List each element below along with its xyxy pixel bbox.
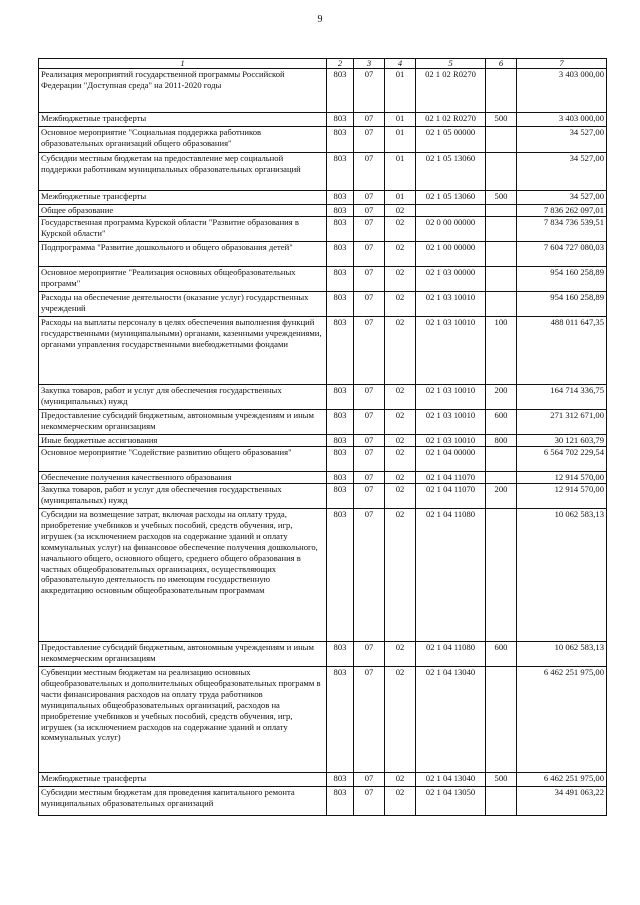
table-row bbox=[39, 69, 607, 113]
cell-name: Общее образование bbox=[39, 205, 327, 217]
cell-section: 07 bbox=[354, 69, 385, 113]
cell-expense-type bbox=[486, 217, 517, 242]
cell-subsection: 02 bbox=[385, 447, 416, 472]
cell-amount: 7 834 736 539,51 bbox=[517, 217, 607, 242]
table-row bbox=[39, 447, 607, 472]
budget-table bbox=[38, 58, 607, 816]
cell-amount: 3 403 000,00 bbox=[517, 69, 607, 113]
cell-expense-type bbox=[486, 292, 517, 317]
cell-name: Подпрограмма "Развитие дошкольного и общего образования детей" bbox=[39, 242, 327, 267]
cell-subsection: 02 bbox=[385, 773, 416, 787]
cell-subsection: 02 bbox=[385, 205, 416, 217]
cell-subsection: 02 bbox=[385, 242, 416, 267]
cell-section: 07 bbox=[354, 205, 385, 217]
cell-subsection: 02 bbox=[385, 410, 416, 435]
cell-name: Межбюджетные трансферты bbox=[39, 113, 327, 127]
table-row bbox=[39, 292, 607, 317]
cell-name: Субсидии местным бюджетам на предоставление мер социальной поддержки работникам муниципальных образовательных организаций bbox=[39, 153, 327, 191]
cell-target-article: 02 1 04 13040 bbox=[416, 773, 486, 787]
cell-grbs: 803 bbox=[327, 292, 354, 317]
table-row bbox=[39, 191, 607, 205]
cell-section: 07 bbox=[354, 317, 385, 385]
cell-name: Предоставление субсидий бюджетным, автономным учреждениям и иным некоммерческим организациям bbox=[39, 410, 327, 435]
cell-target-article: 02 1 04 13040 bbox=[416, 667, 486, 773]
table-row bbox=[39, 113, 607, 127]
cell-section: 07 bbox=[354, 773, 385, 787]
cell-subsection: 01 bbox=[385, 69, 416, 113]
column-header-1: 1 bbox=[39, 59, 327, 69]
cell-section: 07 bbox=[354, 153, 385, 191]
cell-target-article: 02 1 05 00000 bbox=[416, 127, 486, 153]
cell-grbs: 803 bbox=[327, 127, 354, 153]
cell-expense-type: 200 bbox=[486, 385, 517, 410]
cell-expense-type bbox=[486, 205, 517, 217]
cell-section: 07 bbox=[354, 787, 385, 816]
cell-section: 07 bbox=[354, 447, 385, 472]
cell-name: Обеспечение получения качественного образования bbox=[39, 472, 327, 484]
cell-name: Субсидии местным бюджетам для проведения капитального ремонта муниципальных образовательных организаций bbox=[39, 787, 327, 816]
cell-section: 07 bbox=[354, 267, 385, 292]
table-row bbox=[39, 267, 607, 292]
cell-amount: 6 564 702 229,54 bbox=[517, 447, 607, 472]
cell-amount: 34 527,00 bbox=[517, 153, 607, 191]
cell-section: 07 bbox=[354, 667, 385, 773]
table-row bbox=[39, 127, 607, 153]
cell-amount: 954 160 258,89 bbox=[517, 267, 607, 292]
cell-subsection: 01 bbox=[385, 153, 416, 191]
cell-expense-type bbox=[486, 153, 517, 191]
table-row bbox=[39, 667, 607, 773]
cell-target-article: 02 0 00 00000 bbox=[416, 217, 486, 242]
table-row bbox=[39, 773, 607, 787]
cell-subsection: 01 bbox=[385, 127, 416, 153]
cell-name: Расходы на обеспечение деятельности (оказание услуг) государственных учреждений bbox=[39, 292, 327, 317]
cell-grbs: 803 bbox=[327, 509, 354, 642]
column-header-5: 5 bbox=[416, 59, 486, 69]
table-row bbox=[39, 642, 607, 667]
cell-section: 07 bbox=[354, 217, 385, 242]
cell-subsection: 02 bbox=[385, 267, 416, 292]
cell-expense-type: 600 bbox=[486, 410, 517, 435]
cell-grbs: 803 bbox=[327, 69, 354, 113]
cell-target-article: 02 1 02 R0270 bbox=[416, 69, 486, 113]
cell-amount: 34 491 063,22 bbox=[517, 787, 607, 816]
cell-subsection: 02 bbox=[385, 509, 416, 642]
cell-amount: 6 462 251 975,00 bbox=[517, 773, 607, 787]
cell-grbs: 803 bbox=[327, 447, 354, 472]
cell-target-article: 02 1 04 11080 bbox=[416, 642, 486, 667]
cell-target-article: 02 1 03 10010 bbox=[416, 435, 486, 447]
cell-name: Межбюджетные трансферты bbox=[39, 191, 327, 205]
cell-subsection: 02 bbox=[385, 317, 416, 385]
cell-expense-type bbox=[486, 472, 517, 484]
cell-section: 07 bbox=[354, 127, 385, 153]
cell-amount: 3 403 000,00 bbox=[517, 113, 607, 127]
cell-amount: 488 011 647,35 bbox=[517, 317, 607, 385]
cell-amount: 30 121 603,79 bbox=[517, 435, 607, 447]
table-row bbox=[39, 205, 607, 217]
cell-expense-type bbox=[486, 787, 517, 816]
cell-section: 07 bbox=[354, 435, 385, 447]
header-row bbox=[39, 59, 607, 69]
column-header-6: 6 bbox=[486, 59, 517, 69]
cell-name: Основное мероприятие "Содействие развитию общего образования" bbox=[39, 447, 327, 472]
cell-amount: 12 914 570,00 bbox=[517, 484, 607, 509]
cell-target-article: 02 1 04 13050 bbox=[416, 787, 486, 816]
cell-section: 07 bbox=[354, 642, 385, 667]
cell-grbs: 803 bbox=[327, 113, 354, 127]
cell-subsection: 02 bbox=[385, 435, 416, 447]
cell-expense-type: 500 bbox=[486, 191, 517, 205]
cell-name: Основное мероприятие "Социальная поддержка работников образовательных организаций общего образования" bbox=[39, 127, 327, 153]
cell-grbs: 803 bbox=[327, 787, 354, 816]
cell-subsection: 02 bbox=[385, 292, 416, 317]
cell-grbs: 803 bbox=[327, 205, 354, 217]
cell-grbs: 803 bbox=[327, 484, 354, 509]
cell-expense-type bbox=[486, 242, 517, 267]
cell-expense-type: 800 bbox=[486, 435, 517, 447]
cell-amount: 954 160 258,89 bbox=[517, 292, 607, 317]
table-row bbox=[39, 385, 607, 410]
cell-target-article: 02 1 02 R0270 bbox=[416, 113, 486, 127]
cell-amount: 6 462 251 975,00 bbox=[517, 667, 607, 773]
cell-amount: 7 604 727 080,03 bbox=[517, 242, 607, 267]
table-row bbox=[39, 787, 607, 816]
cell-section: 07 bbox=[354, 385, 385, 410]
cell-subsection: 02 bbox=[385, 217, 416, 242]
cell-section: 07 bbox=[354, 113, 385, 127]
cell-grbs: 803 bbox=[327, 773, 354, 787]
cell-target-article: 02 1 05 13060 bbox=[416, 153, 486, 191]
cell-expense-type: 100 bbox=[486, 317, 517, 385]
table-row bbox=[39, 484, 607, 509]
cell-subsection: 02 bbox=[385, 787, 416, 816]
cell-section: 07 bbox=[354, 292, 385, 317]
cell-target-article: 02 1 00 00000 bbox=[416, 242, 486, 267]
cell-amount: 271 312 671,00 bbox=[517, 410, 607, 435]
table-row bbox=[39, 435, 607, 447]
cell-expense-type bbox=[486, 667, 517, 773]
cell-subsection: 02 bbox=[385, 667, 416, 773]
page-number: 9 bbox=[317, 14, 323, 25]
cell-grbs: 803 bbox=[327, 472, 354, 484]
table-row bbox=[39, 472, 607, 484]
cell-name: Государственная программа Курской области "Развитие образования в Курской области" bbox=[39, 217, 327, 242]
cell-subsection: 01 bbox=[385, 113, 416, 127]
cell-amount: 34 527,00 bbox=[517, 191, 607, 205]
cell-target-article: 02 1 03 10010 bbox=[416, 385, 486, 410]
table-row bbox=[39, 410, 607, 435]
cell-target-article bbox=[416, 205, 486, 217]
cell-name: Субсидии на возмещение затрат, включая расходы на оплату труда, приобретение учебников и учебных пособий, средств обучения, игр, игрушек (за исключением расходов на содержание зданий и оплату коммунальных услуг) на финансовое обеспечение получения дошкольного, начального общего, основного общего, среднего общего образования в частных общеобразовательных организациях, осуществляющих образовательную деятельность по имеющим государственную аккредитацию основным общеобразовательным программам bbox=[39, 509, 327, 642]
cell-name: Основное мероприятие "Реализация основных общеобразовательных программ" bbox=[39, 267, 327, 292]
cell-grbs: 803 bbox=[327, 242, 354, 267]
cell-expense-type bbox=[486, 69, 517, 113]
column-header-3: 3 bbox=[354, 59, 385, 69]
cell-target-article: 02 1 04 11080 bbox=[416, 509, 486, 642]
cell-name: Реализация мероприятий государственной программы Российской Федерации "Доступная среда" на 2011-2020 годы bbox=[39, 69, 327, 113]
cell-section: 07 bbox=[354, 242, 385, 267]
cell-grbs: 803 bbox=[327, 153, 354, 191]
cell-expense-type: 200 bbox=[486, 484, 517, 509]
cell-subsection: 02 bbox=[385, 642, 416, 667]
cell-amount: 10 062 583,13 bbox=[517, 642, 607, 667]
column-header-7: 7 bbox=[517, 59, 607, 69]
cell-name: Закупка товаров, работ и услуг для обеспечения государственных (муниципальных) нужд bbox=[39, 484, 327, 509]
cell-target-article: 02 1 03 10010 bbox=[416, 292, 486, 317]
cell-expense-type: 500 bbox=[486, 113, 517, 127]
cell-target-article: 02 1 05 13060 bbox=[416, 191, 486, 205]
table-row bbox=[39, 242, 607, 267]
cell-subsection: 02 bbox=[385, 385, 416, 410]
cell-amount: 34 527,00 bbox=[517, 127, 607, 153]
cell-target-article: 02 1 04 11070 bbox=[416, 472, 486, 484]
table-row bbox=[39, 217, 607, 242]
cell-name: Иные бюджетные ассигнования bbox=[39, 435, 327, 447]
cell-grbs: 803 bbox=[327, 435, 354, 447]
table-row bbox=[39, 317, 607, 385]
cell-name: Субвенции местным бюджетам на реализацию основных общеобразовательных и дополнительных общеобразовательных программ в части финансирования расходов на оплату труда работников муниципальных общеобразовательных организаций, расходов на приобретение учебников и учебных пособий, средств обучения, игр, игрушек (за исключением расходов на содержание зданий и оплату коммунальных услуг) bbox=[39, 667, 327, 773]
cell-grbs: 803 bbox=[327, 191, 354, 205]
cell-section: 07 bbox=[354, 410, 385, 435]
cell-grbs: 803 bbox=[327, 642, 354, 667]
column-header-2: 2 bbox=[327, 59, 354, 69]
cell-amount: 164 714 336,75 bbox=[517, 385, 607, 410]
cell-target-article: 02 1 04 00000 bbox=[416, 447, 486, 472]
cell-section: 07 bbox=[354, 472, 385, 484]
cell-section: 07 bbox=[354, 509, 385, 642]
cell-amount: 12 914 570,00 bbox=[517, 472, 607, 484]
cell-name: Межбюджетные трансферты bbox=[39, 773, 327, 787]
cell-subsection: 02 bbox=[385, 472, 416, 484]
cell-expense-type bbox=[486, 447, 517, 472]
cell-expense-type: 600 bbox=[486, 642, 517, 667]
cell-name: Предоставление субсидий бюджетным, автономным учреждениям и иным некоммерческим организациям bbox=[39, 642, 327, 667]
cell-target-article: 02 1 03 10010 bbox=[416, 317, 486, 385]
cell-grbs: 803 bbox=[327, 667, 354, 773]
cell-expense-type: 500 bbox=[486, 773, 517, 787]
cell-expense-type bbox=[486, 509, 517, 642]
cell-section: 07 bbox=[354, 484, 385, 509]
cell-expense-type bbox=[486, 267, 517, 292]
cell-name: Закупка товаров, работ и услуг для обеспечения государственных (муниципальных) нужд bbox=[39, 385, 327, 410]
cell-target-article: 02 1 03 10010 bbox=[416, 410, 486, 435]
cell-grbs: 803 bbox=[327, 317, 354, 385]
cell-grbs: 803 bbox=[327, 410, 354, 435]
table-row bbox=[39, 509, 607, 642]
table-row bbox=[39, 153, 607, 191]
cell-grbs: 803 bbox=[327, 385, 354, 410]
cell-section: 07 bbox=[354, 191, 385, 205]
cell-amount: 10 062 583,13 bbox=[517, 509, 607, 642]
cell-name: Расходы на выплаты персоналу в целях обеспечения выполнения функций государственными (муниципальными) органами, казенными учреждениями, органами управления государственными внебюджетными фондами bbox=[39, 317, 327, 385]
cell-expense-type bbox=[486, 127, 517, 153]
cell-grbs: 803 bbox=[327, 217, 354, 242]
cell-subsection: 01 bbox=[385, 191, 416, 205]
cell-amount: 7 836 262 097,01 bbox=[517, 205, 607, 217]
column-header-4: 4 bbox=[385, 59, 416, 69]
cell-target-article: 02 1 03 00000 bbox=[416, 267, 486, 292]
cell-target-article: 02 1 04 11070 bbox=[416, 484, 486, 509]
cell-subsection: 02 bbox=[385, 484, 416, 509]
cell-grbs: 803 bbox=[327, 267, 354, 292]
